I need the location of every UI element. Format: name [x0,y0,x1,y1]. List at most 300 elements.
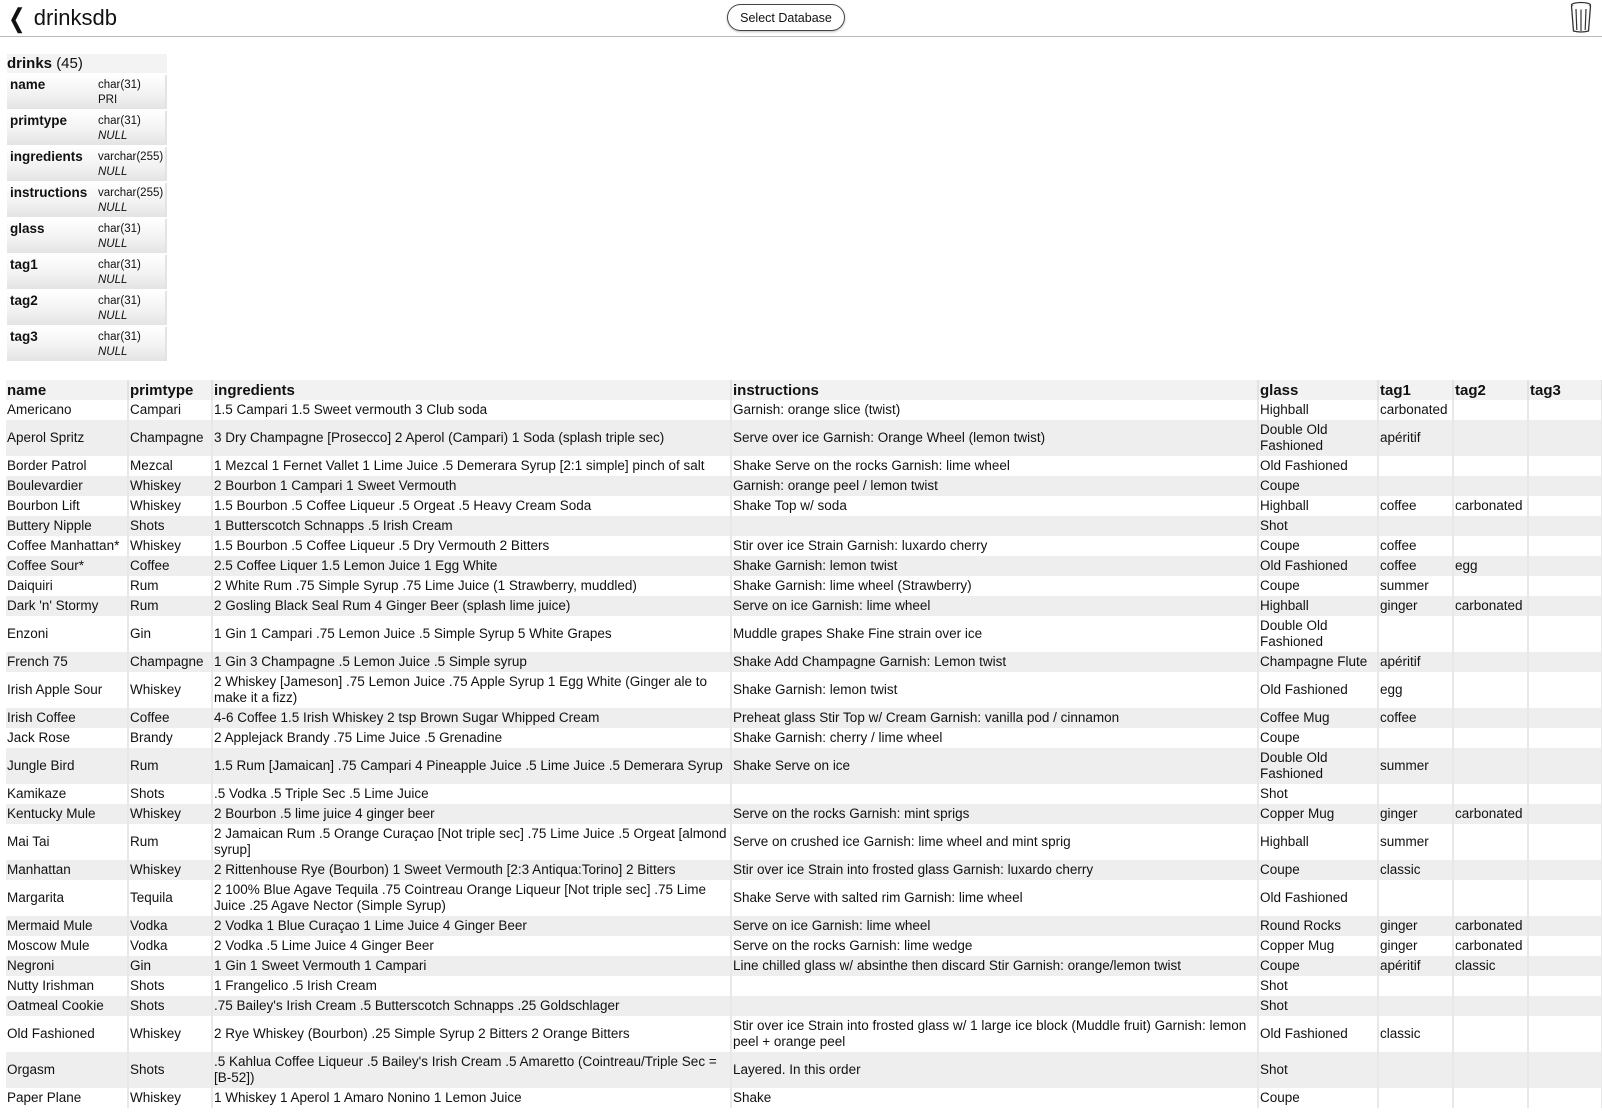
cell-name: Paper Plane [6,1088,128,1108]
cell-primtype: Shots [128,1052,212,1088]
table-row[interactable] [6,616,1602,652]
field-key: NULL [98,202,128,214]
cell-glass: Coffee Mug [1258,708,1378,728]
cell-tag1 [1378,1052,1453,1088]
cell-primtype: Coffee [128,556,212,576]
cell-primtype: Mezcal [128,456,212,476]
cell-tag2: carbonated [1453,916,1528,936]
cell-primtype: Rum [128,576,212,596]
cell-ingredients: 1.5 Bourbon .5 Coffee Liqueur .5 Dry Vermouth 2 Bitters [212,536,731,556]
cell-tag1: summer [1378,576,1453,596]
cell-name: Old Fashioned [6,1016,128,1052]
cell-tag1: apéritif [1378,420,1453,456]
cell-ingredients: 2.5 Coffee Liquer 1.5 Lemon Juice 1 Egg White [212,556,731,576]
cell-primtype: Rum [128,748,212,784]
field-key: NULL [98,274,128,286]
field-name: tag3 [10,329,38,344]
table-row[interactable] [6,996,1602,1016]
cell-tag2 [1453,1052,1528,1088]
cell-tag3 [1528,476,1602,496]
cell-tag1 [1378,1088,1453,1108]
cell-name: Border Patrol [6,456,128,476]
cell-glass: Coupe [1258,536,1378,556]
cell-tag1: coffee [1378,496,1453,516]
cell-instructions: Shake Serve on ice [731,748,1258,784]
cell-ingredients: 2 Rye Whiskey (Bourbon) .25 Simple Syrup 2 Bitters 2 Orange Bitters [212,1016,731,1052]
schema-row-count: (45) [56,55,83,72]
field-name: tag2 [10,293,38,308]
field-name: tag1 [10,257,38,272]
schema-field-tag1[interactable] [7,255,167,289]
cell-glass: Round Rocks [1258,916,1378,936]
cell-primtype: Whiskey [128,536,212,556]
cell-instructions: Shake Garnish: lemon twist [731,556,1258,576]
table-row[interactable] [6,476,1602,496]
cell-ingredients: 1 Butterscotch Schnapps .5 Irish Cream [212,516,731,536]
cell-glass: Copper Mug [1258,804,1378,824]
cell-instructions: Serve on the rocks Garnish: lime wedge [731,936,1258,956]
cell-tag1 [1378,880,1453,916]
cell-instructions: Shake Add Champagne Garnish: Lemon twist [731,652,1258,672]
cell-instructions: Shake Top w/ soda [731,496,1258,516]
data-table [6,380,1602,1108]
table-row[interactable] [6,556,1602,576]
cell-tag1: carbonated [1378,400,1453,420]
cell-tag1: summer [1378,748,1453,784]
field-type [98,183,163,217]
cell-name: Buttery Nipple [6,516,128,536]
cell-primtype: Champagne [128,652,212,672]
cell-name: Negroni [6,956,128,976]
field-key: NULL [98,166,128,178]
cell-tag3 [1528,748,1602,784]
cell-tag3 [1528,1016,1602,1052]
trash-icon[interactable] [1569,1,1593,38]
field-datatype: char(31) [98,79,141,91]
cell-instructions: Serve over ice Garnish: Orange Wheel (lemon twist) [731,420,1258,456]
cell-tag2 [1453,536,1528,556]
field-name: name [10,77,46,92]
cell-primtype: Whiskey [128,804,212,824]
cell-tag3 [1528,420,1602,456]
cell-instructions: Shake Serve on the rocks Garnish: lime wheel [731,456,1258,476]
cell-tag2 [1453,784,1528,804]
table-header-row [6,380,1602,400]
cell-name: Bourbon Lift [6,496,128,516]
cell-tag2 [1453,860,1528,880]
schema-field-ingredients[interactable] [7,147,167,181]
cell-primtype: Whiskey [128,672,212,708]
table-row[interactable] [6,708,1602,728]
field-name: primtype [10,113,68,128]
cell-name: Jack Rose [6,728,128,748]
cell-ingredients: .75 Bailey's Irish Cream .5 Butterscotch Schnapps .25 Goldschlager [212,996,731,1016]
cell-tag3 [1528,576,1602,596]
cell-tag2 [1453,516,1528,536]
table-row[interactable] [6,880,1602,916]
cell-instructions: Line chilled glass w/ absinthe then discard Stir Garnish: orange/lemon twist [731,956,1258,976]
cell-glass: Shot [1258,976,1378,996]
field-type [98,75,141,109]
cell-name: Kentucky Mule [6,804,128,824]
cell-ingredients: 1.5 Bourbon .5 Coffee Liqueur .5 Orgeat .5 Heavy Cream Soda [212,496,731,516]
cell-ingredients: .5 Kahlua Coffee Liqueur .5 Bailey's Irish Cream .5 Amaretto (Cointreau/Triple Sec = [B-52]) [212,1052,731,1088]
cell-instructions [731,784,1258,804]
cell-primtype: Shots [128,516,212,536]
column-header-ingredients[interactable]: ingredients [212,380,731,400]
field-name: glass [10,221,45,236]
cell-tag2: classic [1453,956,1528,976]
cell-tag1 [1378,976,1453,996]
cell-tag3 [1528,536,1602,556]
column-header-name[interactable]: name [6,380,128,400]
cell-name: Moscow Mule [6,936,128,956]
cell-glass: Double Old Fashioned [1258,420,1378,456]
cell-tag2 [1453,728,1528,748]
cell-tag2: carbonated [1453,496,1528,516]
cell-primtype: Vodka [128,936,212,956]
cell-ingredients: 2 Applejack Brandy .75 Lime Juice .5 Grenadine [212,728,731,748]
cell-primtype: Gin [128,616,212,652]
cell-instructions: Shake Garnish: cherry / lime wheel [731,728,1258,748]
table-row[interactable] [6,728,1602,748]
cell-name: Coffee Manhattan* [6,536,128,556]
cell-tag2 [1453,748,1528,784]
table-row[interactable] [6,420,1602,456]
cell-tag2: egg [1453,556,1528,576]
cell-name: Irish Apple Sour [6,672,128,708]
column-header-tag3[interactable]: tag3 [1528,380,1602,400]
cell-ingredients: 2 100% Blue Agave Tequila .75 Cointreau Orange Liqueur [Not triple sec] .75 Lime Juice .25 Agave Nector (Simple Syrup) [212,880,731,916]
cell-instructions: Stir over ice Strain into frosted glass w/ 1 large ice block (Muddle fruit) Garnish: lemon peel + orange peel [731,1016,1258,1052]
field-type [98,147,163,181]
select-database-button[interactable]: Select Database [727,4,845,31]
cell-instructions: Serve on ice Garnish: lime wheel [731,916,1258,936]
cell-name: Coffee Sour* [6,556,128,576]
table-row[interactable] [6,672,1602,708]
cell-ingredients: 1 Frangelico .5 Irish Cream [212,976,731,996]
cell-tag3 [1528,456,1602,476]
cell-name: French 75 [6,652,128,672]
cell-tag2: carbonated [1453,804,1528,824]
cell-ingredients: 4-6 Coffee 1.5 Irish Whiskey 2 tsp Brown Sugar Whipped Cream [212,708,731,728]
field-type [98,219,141,253]
table-row[interactable] [6,456,1602,476]
cell-primtype: Brandy [128,728,212,748]
cell-tag3 [1528,556,1602,576]
cell-tag3 [1528,596,1602,616]
table-row[interactable] [6,536,1602,556]
column-header-tag1[interactable]: tag1 [1378,380,1453,400]
cell-ingredients: 2 Vodka 1 Blue Curaçao 1 Lime Juice 4 Ginger Beer [212,916,731,936]
cell-glass: Coupe [1258,1088,1378,1108]
field-datatype: char(31) [98,223,141,235]
cell-ingredients: 1 Gin 1 Campari .75 Lemon Juice .5 Simple Syrup 5 White Grapes [212,616,731,652]
cell-name: Irish Coffee [6,708,128,728]
field-key: NULL [98,310,128,322]
cell-tag2 [1453,824,1528,860]
table-schema [7,54,167,361]
table-row[interactable] [6,824,1602,860]
cell-tag2 [1453,616,1528,652]
cell-glass: Shot [1258,516,1378,536]
field-datatype: char(31) [98,331,141,343]
cell-ingredients: 1 Whiskey 1 Aperol 1 Amaro Nonino 1 Lemon Juice [212,1088,731,1108]
cell-primtype: Shots [128,784,212,804]
field-datatype: char(31) [98,115,141,127]
cell-tag1: summer [1378,824,1453,860]
chevron-left-icon: ❮ [8,3,26,33]
cell-tag1 [1378,456,1453,476]
cell-ingredients: 2 Jamaican Rum .5 Orange Curaçao [Not triple sec] .75 Lime Juice .5 Orgeat [almond syrup] [212,824,731,860]
cell-tag3 [1528,652,1602,672]
table-row[interactable] [6,748,1602,784]
cell-instructions [731,516,1258,536]
cell-tag3 [1528,1088,1602,1108]
cell-primtype: Shots [128,976,212,996]
cell-ingredients: 1.5 Campari 1.5 Sweet vermouth 3 Club soda [212,400,731,420]
cell-primtype: Rum [128,596,212,616]
cell-tag1: apéritif [1378,956,1453,976]
field-type [98,291,141,325]
cell-instructions: Shake Serve with salted rim Garnish: lime wheel [731,880,1258,916]
cell-glass: Coupe [1258,576,1378,596]
cell-glass: Old Fashioned [1258,672,1378,708]
cell-ingredients: 1 Gin 3 Champagne .5 Lemon Juice .5 Simple syrup [212,652,731,672]
cell-tag1: ginger [1378,596,1453,616]
cell-name: Daiquiri [6,576,128,596]
cell-instructions: Preheat glass Stir Top w/ Cream Garnish: vanilla pod / cinnamon [731,708,1258,728]
cell-ingredients: 3 Dry Champagne [Prosecco] 2 Aperol (Campari) 1 Soda (splash triple sec) [212,420,731,456]
cell-glass: Old Fashioned [1258,556,1378,576]
cell-name: Aperol Spritz [6,420,128,456]
cell-tag2 [1453,420,1528,456]
cell-tag3 [1528,516,1602,536]
cell-name: Kamikaze [6,784,128,804]
cell-glass: Coupe [1258,728,1378,748]
cell-primtype: Whiskey [128,860,212,880]
cell-tag2 [1453,976,1528,996]
cell-tag1: classic [1378,1016,1453,1052]
cell-tag1: ginger [1378,916,1453,936]
table-row[interactable] [6,784,1602,804]
table-row[interactable] [6,1088,1602,1108]
cell-instructions: Layered. In this order [731,1052,1258,1088]
cell-tag2 [1453,576,1528,596]
cell-tag3 [1528,496,1602,516]
cell-name: Oatmeal Cookie [6,996,128,1016]
cell-tag1: ginger [1378,804,1453,824]
field-type [98,111,141,145]
cell-tag3 [1528,728,1602,748]
cell-primtype: Whiskey [128,1088,212,1108]
cell-tag3 [1528,616,1602,652]
cell-primtype: Shots [128,996,212,1016]
cell-tag2: carbonated [1453,596,1528,616]
cell-tag1 [1378,728,1453,748]
cell-primtype: Whiskey [128,496,212,516]
cell-instructions: Shake [731,1088,1258,1108]
cell-name: Nutty Irishman [6,976,128,996]
cell-tag3 [1528,400,1602,420]
table-row[interactable] [6,596,1602,616]
cell-ingredients: 2 Rittenhouse Rye (Bourbon) 1 Sweet Vermouth [2:3 Antiqua:Torino] 2 Bitters [212,860,731,880]
cell-ingredients: 1 Gin 1 Sweet Vermouth 1 Campari [212,956,731,976]
table-row[interactable] [6,400,1602,420]
field-key: NULL [98,346,128,358]
table-row[interactable] [6,860,1602,880]
cell-ingredients: 1.5 Rum [Jamaican] .75 Campari 4 Pineapple Juice .5 Lime Juice .5 Demerara Syrup [212,748,731,784]
cell-tag3 [1528,916,1602,936]
cell-glass: Coupe [1258,476,1378,496]
column-header-glass[interactable]: glass [1258,380,1378,400]
cell-tag1: coffee [1378,536,1453,556]
cell-tag2 [1453,708,1528,728]
cell-primtype: Tequila [128,880,212,916]
cell-instructions: Stir over ice Strain Garnish: luxardo cherry [731,536,1258,556]
cell-primtype: Champagne [128,420,212,456]
cell-tag2 [1453,996,1528,1016]
field-key: PRI [98,94,118,106]
cell-tag3 [1528,708,1602,728]
cell-primtype: Vodka [128,916,212,936]
field-key: NULL [98,238,128,250]
database-title: drinksdb [33,5,117,30]
cell-glass: Double Old Fashioned [1258,616,1378,652]
cell-instructions: Muddle grapes Shake Fine strain over ice [731,616,1258,652]
cell-tag2 [1453,672,1528,708]
cell-tag3 [1528,936,1602,956]
cell-tag1 [1378,616,1453,652]
cell-ingredients: 2 Gosling Black Seal Rum 4 Ginger Beer (splash lime juice) [212,596,731,616]
cell-primtype: Gin [128,956,212,976]
cell-instructions: Serve on the rocks Garnish: mint sprigs [731,804,1258,824]
cell-name: Dark 'n' Stormy [6,596,128,616]
cell-primtype: Whiskey [128,476,212,496]
table-row[interactable] [6,496,1602,516]
cell-name: Mai Tai [6,824,128,860]
cell-glass: Old Fashioned [1258,1016,1378,1052]
cell-tag3 [1528,860,1602,880]
cell-ingredients: 2 Vodka .5 Lime Juice 4 Ginger Beer [212,936,731,956]
cell-instructions: Garnish: orange slice (twist) [731,400,1258,420]
schema-field-instructions[interactable] [7,183,167,217]
table-row[interactable] [6,652,1602,672]
cell-primtype: Campari [128,400,212,420]
cell-tag3 [1528,1052,1602,1088]
cell-glass: Old Fashioned [1258,456,1378,476]
table-row[interactable] [6,916,1602,936]
cell-tag3 [1528,804,1602,824]
schema-table-name: drinks [7,55,53,72]
cell-instructions: Shake Garnish: lime wheel (Strawberry) [731,576,1258,596]
schema-field-tag2[interactable] [7,291,167,325]
cell-instructions: Garnish: orange peel / lemon twist [731,476,1258,496]
cell-name: Americano [6,400,128,420]
schema-field-primtype[interactable] [7,111,167,145]
cell-tag2 [1453,400,1528,420]
schema-header[interactable] [7,54,167,73]
cell-name: Jungle Bird [6,748,128,784]
cell-instructions: Serve on crushed ice Garnish: lime wheel and mint sprig [731,824,1258,860]
table-row[interactable] [6,1016,1602,1052]
column-header-instructions[interactable]: instructions [731,380,1258,400]
cell-primtype: Whiskey [128,1016,212,1052]
cell-ingredients: 2 Bourbon .5 lime juice 4 ginger beer [212,804,731,824]
cell-glass: Coupe [1258,860,1378,880]
cell-tag1 [1378,516,1453,536]
cell-glass: Highball [1258,824,1378,860]
cell-tag2 [1453,476,1528,496]
column-header-tag2[interactable]: tag2 [1453,380,1528,400]
cell-name: Enzoni [6,616,128,652]
table-row[interactable] [6,516,1602,536]
column-header-primtype[interactable]: primtype [128,380,212,400]
cell-instructions: Serve on ice Garnish: lime wheel [731,596,1258,616]
cell-name: Orgasm [6,1052,128,1088]
cell-tag3 [1528,976,1602,996]
cell-tag3 [1528,956,1602,976]
field-key: NULL [98,130,128,142]
cell-tag2 [1453,1088,1528,1108]
schema-field-glass[interactable] [7,219,167,253]
cell-tag1: classic [1378,860,1453,880]
cell-glass: Highball [1258,400,1378,420]
cell-tag3 [1528,824,1602,860]
cell-glass: Highball [1258,596,1378,616]
table-row[interactable] [6,804,1602,824]
cell-tag1: coffee [1378,556,1453,576]
cell-tag1: coffee [1378,708,1453,728]
cell-instructions [731,976,1258,996]
table-row[interactable] [6,576,1602,596]
cell-tag3 [1528,996,1602,1016]
cell-tag3 [1528,784,1602,804]
schema-field-tag3[interactable] [7,327,167,361]
table-row[interactable] [6,976,1602,996]
field-datatype: varchar(255) [98,187,164,199]
cell-name: Mermaid Mule [6,916,128,936]
field-type [98,255,141,289]
cell-glass: Champagne Flute [1258,652,1378,672]
cell-tag2 [1453,1016,1528,1052]
table-row[interactable] [6,1052,1602,1088]
cell-tag2 [1453,456,1528,476]
cell-instructions [731,996,1258,1016]
back-button[interactable] [6,3,117,33]
field-datatype: char(31) [98,295,141,307]
cell-glass: Copper Mug [1258,936,1378,956]
cell-tag1: apéritif [1378,652,1453,672]
cell-tag1: ginger [1378,936,1453,956]
cell-name: Boulevardier [6,476,128,496]
cell-ingredients: 2 Whiskey [Jameson] .75 Lemon Juice .75 Apple Syrup 1 Egg White (Ginger ale to make it a fizz) [212,672,731,708]
cell-glass: Shot [1258,996,1378,1016]
cell-primtype: Rum [128,824,212,860]
schema-field-name[interactable] [7,75,167,109]
field-type [98,327,141,361]
table-row[interactable] [6,956,1602,976]
cell-tag2 [1453,880,1528,916]
table-row[interactable] [6,936,1602,956]
cell-glass: Old Fashioned [1258,880,1378,916]
cell-tag3 [1528,672,1602,708]
cell-tag2 [1453,652,1528,672]
cell-tag1: egg [1378,672,1453,708]
field-name: ingredients [10,149,83,164]
cell-name: Manhattan [6,860,128,880]
cell-primtype: Coffee [128,708,212,728]
